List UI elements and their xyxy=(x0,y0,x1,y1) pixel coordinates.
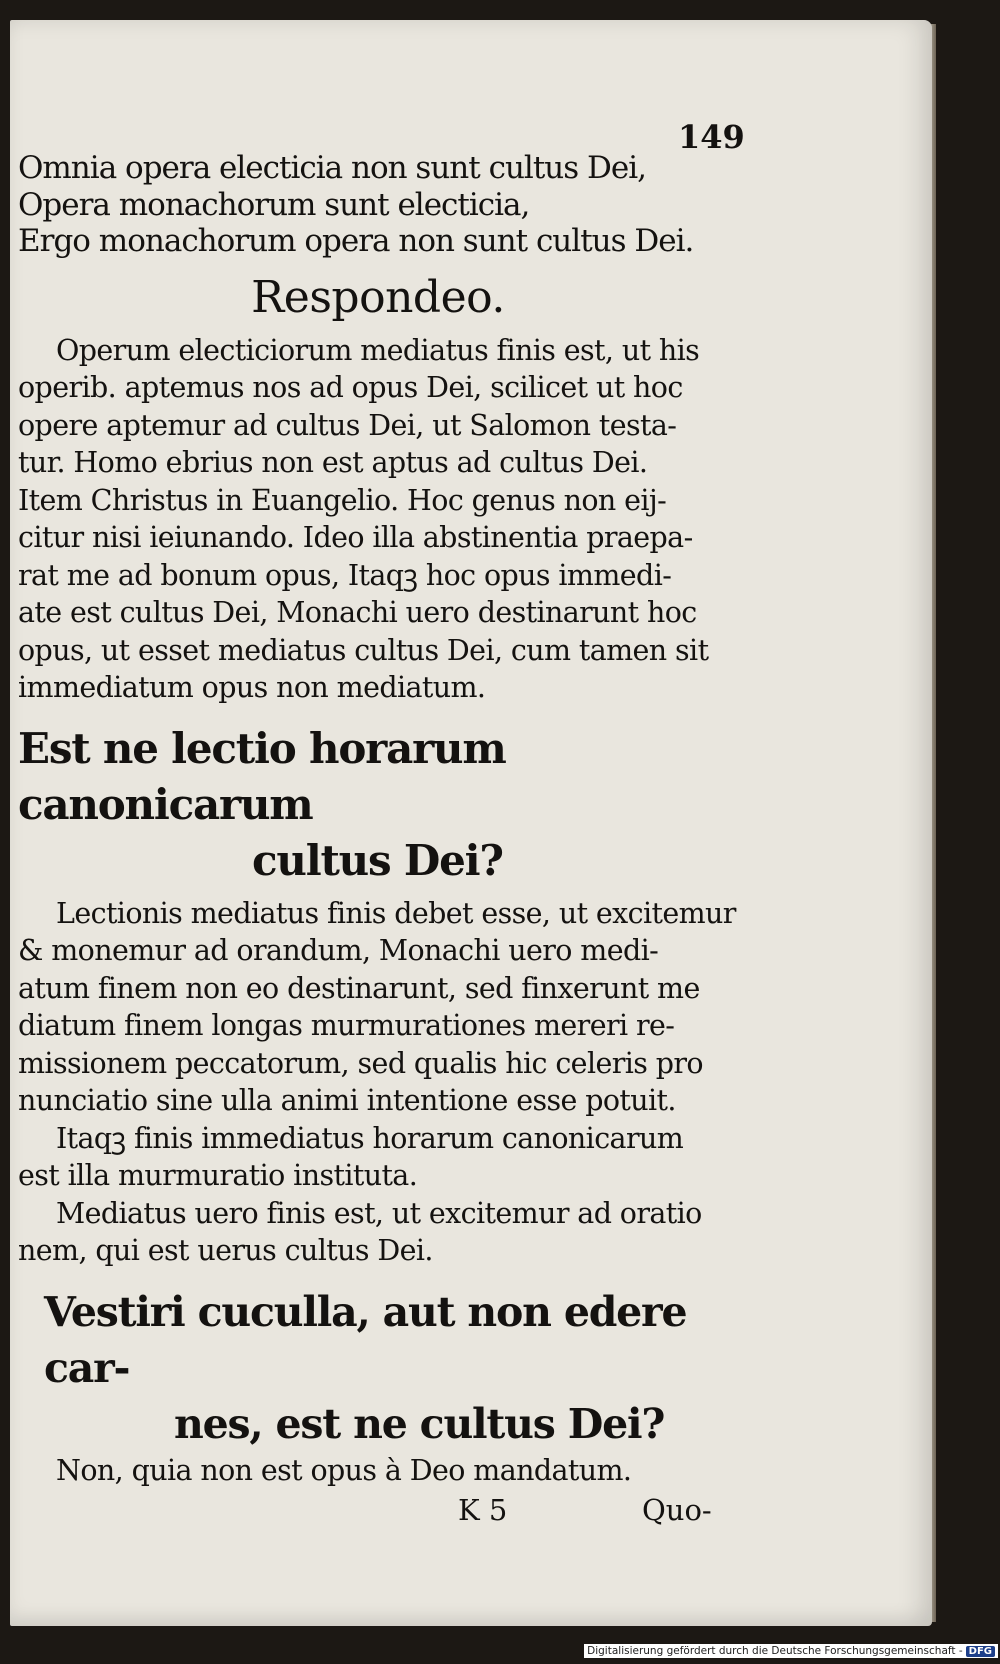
text-line: ate est cultus Dei, Monachi uero destinarunt hoc xyxy=(18,596,697,629)
syllogism xyxy=(18,150,738,260)
text-line: Item Christus in Euangelio. Hoc genus non eij- xyxy=(18,483,667,517)
text-line: rat me ad bonum opus, Itaqꝫ hoc opus immedi- xyxy=(18,558,672,592)
text-line: operib. aptemus nos ad opus Dei, scilicet ut hoc xyxy=(18,371,683,404)
heading-cuculla xyxy=(18,1284,738,1452)
text-line: est illa murmuratio instituta. xyxy=(18,1159,418,1192)
text-line: diatum finem longas murmurationes mereri re- xyxy=(18,1009,675,1042)
page-text xyxy=(18,120,738,1531)
syllogism-line: Ergo monachorum opera non sunt cultus Dei. xyxy=(18,223,694,259)
text-line: nunciatio sine ulla animi intentione esse potuit. xyxy=(18,1084,676,1117)
text-line: missionem peccatorum, sed qualis hic celeris pro xyxy=(18,1046,703,1080)
digitization-credit xyxy=(584,1644,998,1658)
dfg-logo: DFG xyxy=(966,1646,995,1657)
page-number: 149 xyxy=(678,118,745,156)
paragraph-5 xyxy=(18,1452,738,1490)
paragraph-3 xyxy=(18,1120,738,1195)
syllogism-line: Omnia opera electicia non sunt cultus Dei, xyxy=(18,150,646,186)
credit-text: Digitalisierung gefördert durch die Deutsche Forschungsgemeinschaft - xyxy=(587,1645,963,1657)
heading-line: cultus Dei? xyxy=(252,835,503,885)
paragraph-2 xyxy=(18,895,738,1120)
text-line: opus, ut esset mediatus cultus Dei, cum tamen sit xyxy=(18,633,709,667)
text-line: & monemur ad orandum, Monachi uero medi- xyxy=(18,934,659,967)
heading-line: Vestiri cuculla, aut non edere car- xyxy=(44,1287,687,1392)
text-line: nem, qui est uerus cultus Dei. xyxy=(18,1234,433,1267)
signature-row xyxy=(18,1491,738,1531)
paragraph-1 xyxy=(18,332,738,707)
heading-respondeo: Respondeo. xyxy=(251,271,505,323)
text-line: immediatum opus non mediatum. xyxy=(18,671,486,704)
paragraph-4 xyxy=(18,1195,738,1270)
heading-line: nes, est ne cultus Dei? xyxy=(174,1399,665,1448)
syllogism-line: Opera monachorum sunt electicia, xyxy=(18,186,530,223)
text-line: Operum electiciorum mediatus finis est, ut his xyxy=(56,333,700,367)
heading-lectio-horarum xyxy=(18,721,738,889)
catchword: Quo- xyxy=(642,1493,712,1527)
text-line: Itaqꝫ finis immediatus horarum canonicarum xyxy=(56,1121,684,1155)
text-line: Mediatus uero finis est, ut excitemur ad oratio xyxy=(56,1196,702,1230)
text-line: Non, quia non est opus à Deo mandatum. xyxy=(56,1453,632,1487)
signature-mark: K 5 xyxy=(458,1493,508,1527)
text-line: citur nisi ieiunando. Ideo illa abstinentia praepa- xyxy=(18,521,693,554)
text-line: Lectionis mediatus finis debet esse, ut excitemur xyxy=(56,896,736,930)
heading-line: Est ne lectio horarum canonicarum xyxy=(18,723,506,829)
text-line: atum finem non eo destinarunt, sed finxerunt me xyxy=(18,971,700,1005)
text-line: tur. Homo ebrius non est aptus ad cultus Dei. xyxy=(18,446,648,479)
text-line: opere aptemur ad cultus Dei, ut Salomon testa- xyxy=(18,408,677,442)
